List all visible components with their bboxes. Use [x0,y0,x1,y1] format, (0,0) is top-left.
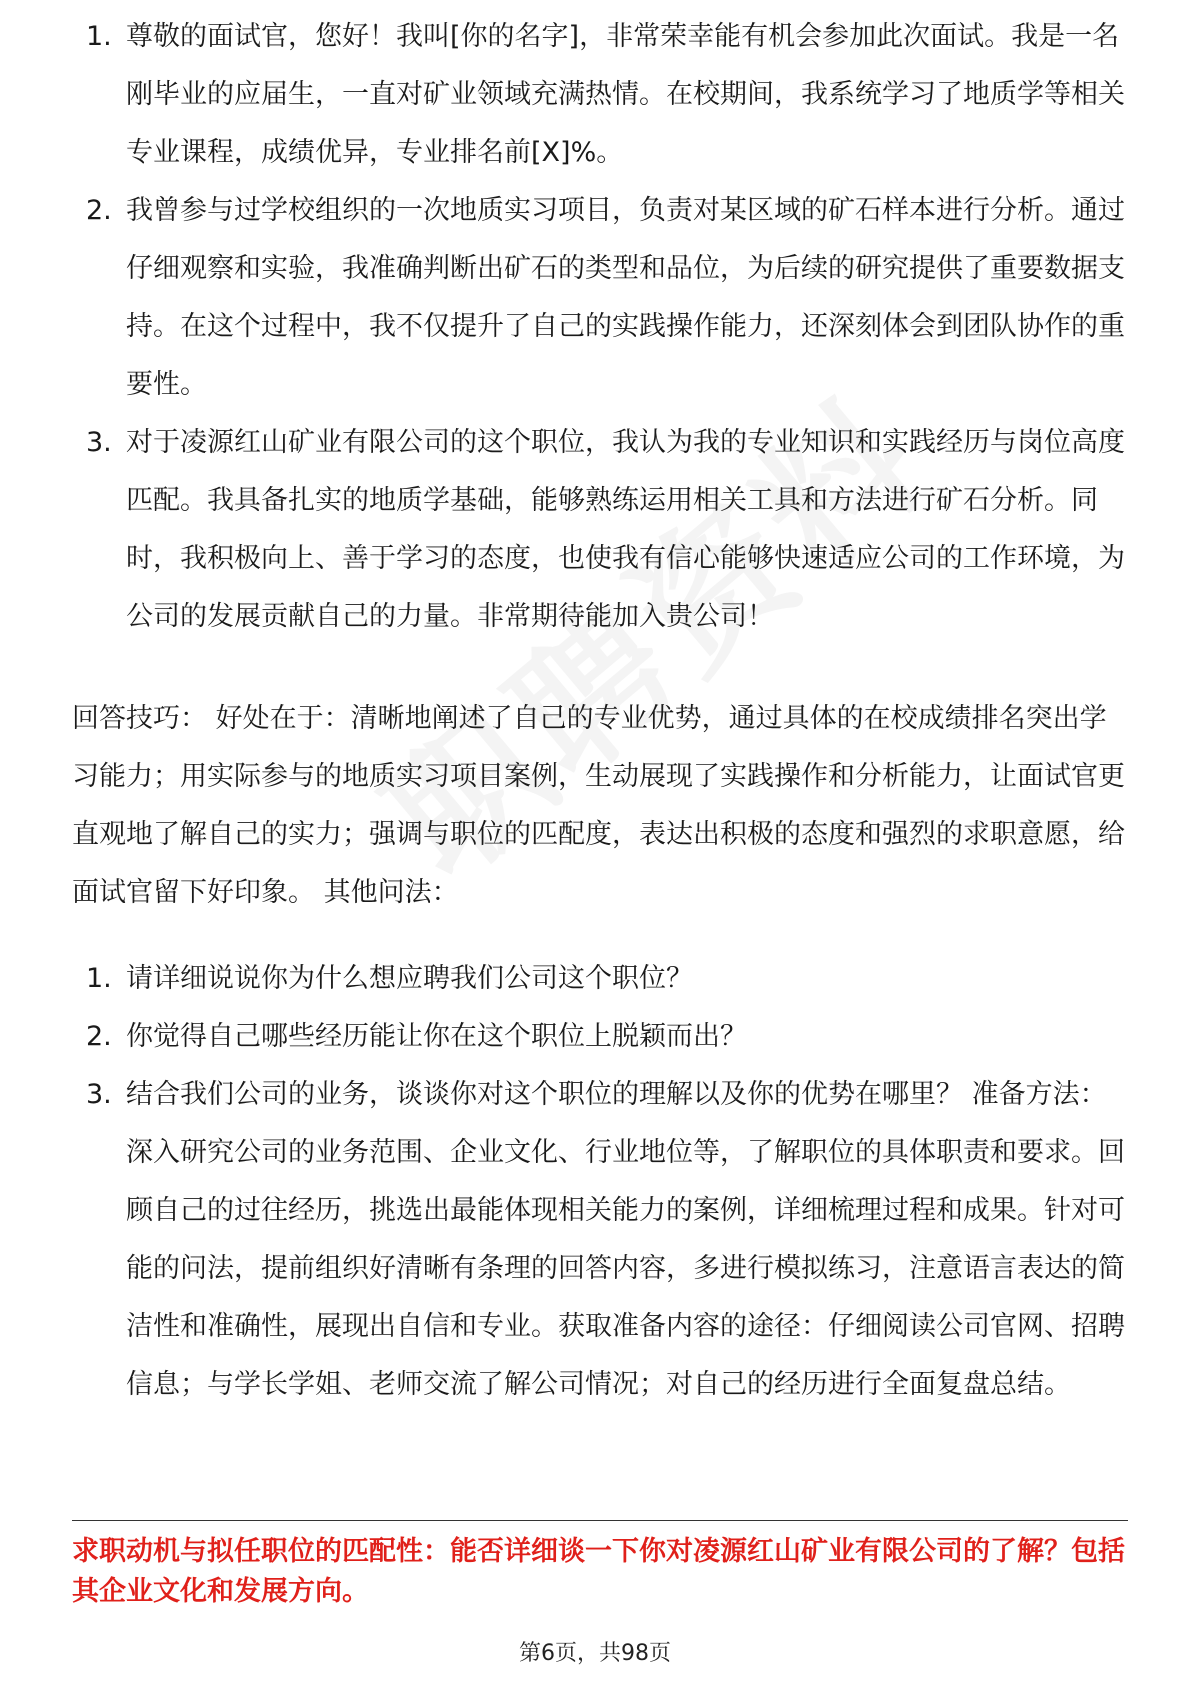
list-item-text: 尊敬的面试官，您好！我叫[你的名字]，非常荣幸能有机会参加此次面试。我是一名刚毕业的应届生，一直对矿业领域充满热情。在校期间，我系统学习了地质学等相关专业课程，成绩优异，专业排名前[X]%。 [126,21,1125,168]
list-item [72,182,1132,414]
page-number-footer: 第6页，共98页 [519,1641,671,1666]
section-divider [72,1520,1128,1521]
list-item-number: 3. [86,1079,112,1110]
list-item [72,950,1132,1008]
list-item-number: 1. [86,21,112,52]
list-item-number: 3. [86,427,112,458]
list-item [72,1066,1132,1414]
list-item-text: 我曾参与过学校组织的一次地质实习项目，负责对某区域的矿石样本进行分析。通过仔细观察和实验，我准确判断出矿石的类型和品位，为后续的研究提供了重要数据支持。在这个过程中，我不仅提升了自己的实践操作能力，还深刻体会到团队协作的重要性。 [126,195,1125,400]
other-questions-list [72,950,1132,1414]
answer-tips-paragraph: 回答技巧： 好处在于：清晰地阐述了自己的专业优势，通过具体的在校成绩排名突出学习能力；用实际参与的地质实习项目案例，生动展现了实践操作和分析能力，让面试官更直观地了解自己的实力；强调与职位的匹配度，表达出积极的态度和强烈的求职意愿，给面试官留下好印象。 其他问法： [72,703,1125,908]
next-question-heading: 求职动机与拟任职位的匹配性：能否详细谈一下你对凌源红山矿业有限公司的了解？包括其企业文化和发展方向。 [72,1536,1125,1607]
list-item-number: 2. [86,195,112,226]
list-item [72,1008,1132,1066]
answer-list [72,21,1132,646]
list-item [72,8,1132,182]
list-item-number: 1. [86,963,112,994]
list-item [72,414,1132,646]
list-item-text: 你觉得自己哪些经历能让你在这个职位上脱颖而出？ [126,1021,747,1052]
list-item-text: 结合我们公司的业务，谈谈你对这个职位的理解以及你的优势在哪里？ 准备方法： 深入研究公司的业务范围、企业文化、行业地位等，了解职位的具体职责和要求。回顾自己的过往经历，挑选出最能体现相关能力的案例，详细梳理过程和成果。针对可能的问法，提前组织好清晰有条理的回答内容，多进行模拟练习，注意语言表达的简洁性和准确性，展现出自信和专业。获取准备内容的途径：仔细阅读公司官网、招聘信息；与学长学姐、老师交流了解公司情况；对自己的经历进行全面复盘总结。 [126,1079,1125,1400]
list-item-number: 2. [86,1021,112,1052]
list-item-text: 对于凌源红山矿业有限公司的这个职位，我认为我的专业知识和实践经历与岗位高度匹配。我具备扎实的地质学基础，能够熟练运用相关工具和方法进行矿石分析。同时，我积极向上、善于学习的态度，也使我有信心能够快速适应公司的工作环境，为公司的发展贡献自己的力量。非常期待能加入贵公司！ [126,427,1125,632]
list-item-text: 请详细说说你为什么想应聘我们公司这个职位？ [126,963,693,994]
